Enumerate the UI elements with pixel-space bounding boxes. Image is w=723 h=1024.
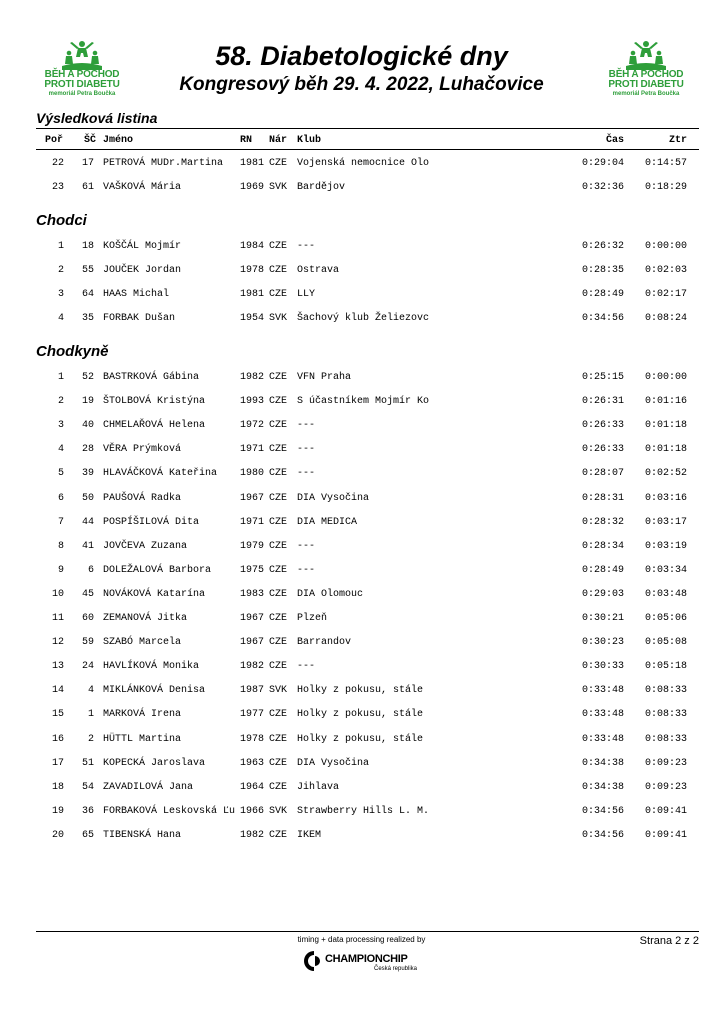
- cell-rn: 1978: [240, 734, 265, 745]
- cell-cas: 0:28:49: [581, 289, 624, 300]
- cell-klub: DIA Vysočina: [297, 758, 370, 769]
- col-sc: ŠČ: [84, 135, 97, 146]
- cell-name: HAVLÍKOVÁ Monika: [103, 661, 200, 672]
- cell-rn: 1982: [240, 661, 265, 672]
- cell-klub: Šachový klub Želiezovc: [297, 313, 430, 324]
- table-row: [0, 443, 723, 457]
- cell-nar: CZE: [269, 517, 288, 528]
- cell-por: 10: [51, 589, 64, 600]
- cell-name: PETROVÁ MUDr.Martina: [103, 158, 224, 169]
- cell-ztr: 0:08:24: [644, 313, 687, 324]
- col-name: Jméno: [103, 135, 134, 146]
- brand-subtitle: Česká republika: [374, 966, 418, 972]
- cell-name: VAŠKOVÁ Mária: [103, 182, 182, 193]
- cell-por: 16: [51, 734, 64, 745]
- page-number: Strana 2 z 2: [639, 935, 699, 947]
- cell-klub: Plzeň: [297, 613, 328, 624]
- cell-cas: 0:25:15: [581, 372, 624, 383]
- cell-rn: 1969: [240, 182, 265, 193]
- cell-por: 19: [51, 806, 64, 817]
- cell-klub: S účastníkem Mojmír Ko: [297, 396, 430, 407]
- cell-klub: ---: [297, 420, 316, 431]
- cell-ztr: 0:09:23: [644, 758, 687, 769]
- cell-nar: CZE: [269, 265, 288, 276]
- cell-sc: 24: [81, 661, 94, 672]
- cell-ztr: 0:09:41: [644, 806, 687, 817]
- championchip-logo: [304, 950, 424, 976]
- cell-nar: SVK: [269, 182, 288, 193]
- cell-rn: 1972: [240, 420, 265, 431]
- cell-ztr: 0:09:23: [644, 782, 687, 793]
- cell-ztr: 0:02:17: [644, 289, 687, 300]
- table-row: [0, 371, 723, 385]
- cell-rn: 1979: [240, 541, 265, 552]
- cell-nar: CZE: [269, 289, 288, 300]
- cell-klub: Holky z pokusu, stále: [297, 709, 424, 720]
- cell-cas: 0:28:34: [581, 541, 624, 552]
- cell-ztr: 0:05:18: [644, 661, 687, 672]
- table-row: [0, 240, 723, 254]
- cell-ztr: 0:18:29: [644, 182, 687, 193]
- cell-ztr: 0:08:33: [644, 685, 687, 696]
- cell-rn: 1971: [240, 444, 265, 455]
- footer-divider: [36, 931, 699, 932]
- table-row: [0, 467, 723, 481]
- cell-name: VĚRA Prýmková: [103, 444, 182, 455]
- cell-sc: 59: [81, 637, 94, 648]
- cell-sc: 6: [87, 565, 94, 576]
- cell-nar: CZE: [269, 158, 288, 169]
- table-row: [0, 733, 723, 747]
- cell-cas: 0:32:36: [581, 182, 624, 193]
- cell-klub: Holky z pokusu, stále: [297, 685, 424, 696]
- cell-name: DOLEŽALOVÁ Barbora: [103, 565, 212, 576]
- cell-por: 7: [57, 517, 64, 528]
- logo-line1: BĚH A POCHOD: [608, 69, 684, 80]
- header-top-divider: [36, 128, 699, 129]
- cell-name: ZEMANOVÁ Jitka: [103, 613, 188, 624]
- cell-name: FORBAKOVÁ Leskovská Ľu: [103, 806, 236, 817]
- cell-nar: CZE: [269, 758, 288, 769]
- cell-klub: ---: [297, 241, 316, 252]
- cell-sc: 52: [81, 372, 94, 383]
- cell-ztr: 0:00:00: [644, 372, 687, 383]
- cell-ztr: 0:01:16: [644, 396, 687, 407]
- cell-ztr: 0:08:33: [644, 709, 687, 720]
- logo-line1: BĚH A POCHOD: [44, 69, 120, 80]
- cell-name: SZABÓ Marcela: [103, 637, 182, 648]
- table-row: [0, 781, 723, 795]
- cell-nar: SVK: [269, 313, 288, 324]
- table-row: [0, 684, 723, 698]
- cell-cas: 0:34:56: [581, 313, 624, 324]
- cell-ztr: 0:09:41: [644, 830, 687, 841]
- cell-sc: 61: [81, 182, 94, 193]
- cell-cas: 0:33:48: [581, 685, 624, 696]
- cell-por: 15: [51, 709, 64, 720]
- cell-sc: 19: [81, 396, 94, 407]
- table-row: [0, 516, 723, 530]
- cell-klub: DIA Olomouc: [297, 589, 364, 600]
- cell-name: TIBENSKÁ Hana: [103, 830, 182, 841]
- cell-ztr: 0:01:18: [644, 420, 687, 431]
- cell-nar: CZE: [269, 493, 288, 504]
- header-bottom-divider: [36, 149, 699, 150]
- logo-line2: PROTI DIABETU: [44, 79, 120, 90]
- cell-rn: 1964: [240, 782, 265, 793]
- col-nar: Nár: [269, 135, 288, 146]
- cell-por: 13: [51, 661, 64, 672]
- cell-klub: ---: [297, 468, 316, 479]
- cell-sc: 36: [81, 806, 94, 817]
- table-row: [0, 829, 723, 843]
- cell-por: 6: [57, 493, 64, 504]
- cell-sc: 4: [87, 685, 94, 696]
- table-row: [0, 395, 723, 409]
- col-klub: Klub: [297, 135, 322, 146]
- cell-name: KOPECKÁ Jaroslava: [103, 758, 206, 769]
- cell-por: 1: [57, 372, 64, 383]
- cell-klub: ---: [297, 661, 316, 672]
- cell-cas: 0:26:33: [581, 444, 624, 455]
- cell-cas: 0:28:35: [581, 265, 624, 276]
- cell-cas: 0:28:31: [581, 493, 624, 504]
- cell-ztr: 0:01:18: [644, 444, 687, 455]
- cell-por: 3: [57, 289, 64, 300]
- cell-klub: Strawberry Hills L. M.: [297, 806, 430, 817]
- cell-rn: 1963: [240, 758, 265, 769]
- cell-sc: 2: [87, 734, 94, 745]
- cell-nar: CZE: [269, 637, 288, 648]
- table-row: [0, 805, 723, 819]
- table-row: [0, 288, 723, 302]
- cell-cas: 0:30:33: [581, 661, 624, 672]
- cell-por: 12: [51, 637, 64, 648]
- table-row: [0, 636, 723, 650]
- cell-klub: Jihlava: [297, 782, 340, 793]
- cell-name: NOVÁKOVÁ Katarína: [103, 589, 206, 600]
- table-row: [0, 492, 723, 506]
- table-row: [0, 588, 723, 602]
- table-row: [0, 564, 723, 578]
- cell-nar: CZE: [269, 709, 288, 720]
- cell-ztr: 0:03:34: [644, 565, 687, 576]
- cell-klub: DIA Vysočina: [297, 493, 370, 504]
- cell-nar: CZE: [269, 420, 288, 431]
- cell-por: 2: [57, 396, 64, 407]
- cell-por: 23: [51, 182, 64, 193]
- cell-rn: 1954: [240, 313, 265, 324]
- cell-name: POSPÍŠILOVÁ Dita: [103, 517, 200, 528]
- cell-nar: CZE: [269, 830, 288, 841]
- cell-name: HLAVÁČKOVÁ Kateřina: [103, 468, 218, 479]
- cell-sc: 60: [81, 613, 94, 624]
- table-row: [0, 419, 723, 433]
- cell-nar: CZE: [269, 565, 288, 576]
- cell-name: FORBAK Dušan: [103, 313, 176, 324]
- cell-ztr: 0:02:03: [644, 265, 687, 276]
- cell-sc: 44: [81, 517, 94, 528]
- cell-ztr: 0:03:16: [644, 493, 687, 504]
- cell-rn: 1982: [240, 830, 265, 841]
- table-row: [0, 540, 723, 554]
- cell-sc: 45: [81, 589, 94, 600]
- cell-rn: 1980: [240, 468, 265, 479]
- cell-ztr: 0:05:06: [644, 613, 687, 624]
- cell-rn: 1967: [240, 637, 265, 648]
- cell-klub: ---: [297, 444, 316, 455]
- col-cas: Čas: [605, 135, 624, 146]
- cell-name: MIKLÁNKOVÁ Denisa: [103, 685, 206, 696]
- col-rn: RN: [240, 135, 253, 146]
- cell-ztr: 0:00:00: [644, 241, 687, 252]
- logo-line3: memoriál Petra Boučka: [612, 91, 680, 97]
- cell-nar: SVK: [269, 685, 288, 696]
- cell-name: BASTRKOVÁ Gábina: [103, 372, 200, 383]
- cell-nar: CZE: [269, 782, 288, 793]
- cell-rn: 1993: [240, 396, 265, 407]
- cell-cas: 0:30:21: [581, 613, 624, 624]
- cell-ztr: 0:03:48: [644, 589, 687, 600]
- cell-nar: CZE: [269, 589, 288, 600]
- section-title: Chodci: [36, 212, 87, 229]
- footer-timing-text: timing + data processing realized by: [297, 935, 426, 944]
- cell-klub: Barrandov: [297, 637, 352, 648]
- cell-cas: 0:33:48: [581, 734, 624, 745]
- cell-cas: 0:33:48: [581, 709, 624, 720]
- cell-por: 20: [51, 830, 64, 841]
- cell-ztr: 0:03:17: [644, 517, 687, 528]
- cell-ztr: 0:08:33: [644, 734, 687, 745]
- cell-ztr: 0:03:19: [644, 541, 687, 552]
- logo-line2: PROTI DIABETU: [608, 79, 684, 90]
- cell-name: ZAVADILOVÁ Jana: [103, 782, 194, 793]
- cell-sc: 51: [81, 758, 94, 769]
- cell-rn: 1987: [240, 685, 265, 696]
- cell-por: 2: [57, 265, 64, 276]
- cell-por: 8: [57, 541, 64, 552]
- cell-nar: CZE: [269, 734, 288, 745]
- table-row: [0, 157, 723, 171]
- cell-nar: CZE: [269, 541, 288, 552]
- cell-por: 5: [57, 468, 64, 479]
- cell-sc: 39: [81, 468, 94, 479]
- cell-rn: 1981: [240, 158, 265, 169]
- table-row: [0, 708, 723, 722]
- section-title: Chodkyně: [36, 343, 109, 360]
- cell-name: MARKOVÁ Irena: [103, 709, 182, 720]
- cell-cas: 0:29:03: [581, 589, 624, 600]
- column-header-row: [0, 134, 723, 148]
- cell-cas: 0:34:56: [581, 806, 624, 817]
- cell-cas: 0:26:32: [581, 241, 624, 252]
- cell-cas: 0:34:56: [581, 830, 624, 841]
- cell-nar: CZE: [269, 396, 288, 407]
- cell-cas: 0:28:32: [581, 517, 624, 528]
- cell-rn: 1977: [240, 709, 265, 720]
- cell-nar: CZE: [269, 468, 288, 479]
- cell-rn: 1982: [240, 372, 265, 383]
- logo-line3: memoriál Petra Boučka: [48, 91, 116, 97]
- table-row: [0, 757, 723, 771]
- cell-sc: 1: [87, 709, 94, 720]
- table-row: [0, 181, 723, 195]
- cell-klub: ---: [297, 541, 316, 552]
- cell-nar: CZE: [269, 613, 288, 624]
- table-row: [0, 660, 723, 674]
- cell-sc: 50: [81, 493, 94, 504]
- cell-sc: 18: [81, 241, 94, 252]
- championchip-logo-icon: [304, 950, 324, 972]
- cell-name: JOVČEVA Zuzana: [103, 541, 188, 552]
- cell-name: PAUŠOVÁ Radka: [103, 493, 182, 504]
- cell-name: CHMELAŘOVÁ Helena: [103, 420, 206, 431]
- cell-cas: 0:28:07: [581, 468, 624, 479]
- cell-name: JOUČEK Jordan: [103, 265, 182, 276]
- page-subtitle: Kongresový běh 29. 4. 2022, Luhačovice: [179, 74, 544, 95]
- cell-cas: 0:26:33: [581, 420, 624, 431]
- cell-nar: CZE: [269, 661, 288, 672]
- cell-klub: ---: [297, 565, 316, 576]
- cell-cas: 0:34:38: [581, 758, 624, 769]
- cell-sc: 55: [81, 265, 94, 276]
- cell-sc: 54: [81, 782, 94, 793]
- cell-cas: 0:28:49: [581, 565, 624, 576]
- cell-por: 3: [57, 420, 64, 431]
- table-row: [0, 612, 723, 626]
- cell-ztr: 0:14:57: [644, 158, 687, 169]
- cell-nar: SVK: [269, 806, 288, 817]
- cell-rn: 1971: [240, 517, 265, 528]
- cell-sc: 40: [81, 420, 94, 431]
- cell-klub: Holky z pokusu, stále: [297, 734, 424, 745]
- cell-cas: 0:34:38: [581, 782, 624, 793]
- cell-nar: CZE: [269, 372, 288, 383]
- cell-cas: 0:29:04: [581, 158, 624, 169]
- cell-rn: 1978: [240, 265, 265, 276]
- cell-rn: 1967: [240, 613, 265, 624]
- cell-klub: LLY: [297, 289, 316, 300]
- cell-cas: 0:30:23: [581, 637, 624, 648]
- cell-sc: 41: [81, 541, 94, 552]
- brand-name: CHAMPIONCHIP: [325, 953, 408, 965]
- cell-rn: 1984: [240, 241, 265, 252]
- cell-rn: 1967: [240, 493, 265, 504]
- list-heading: Výsledková listina: [36, 110, 158, 126]
- cell-rn: 1975: [240, 565, 265, 576]
- cell-rn: 1983: [240, 589, 265, 600]
- table-row: [0, 312, 723, 326]
- cell-cas: 0:26:31: [581, 396, 624, 407]
- page-title: 58. Diabetologické dny: [215, 41, 508, 71]
- cell-sc: 35: [81, 313, 94, 324]
- cell-sc: 17: [81, 158, 94, 169]
- col-ztr: Ztr: [668, 135, 687, 146]
- cell-name: KOŠČÁL Mojmír: [103, 241, 182, 252]
- cell-klub: IKEM: [297, 830, 322, 841]
- cell-name: HÜTTL Martina: [103, 734, 182, 745]
- cell-klub: Vojenská nemocnice Olo: [297, 158, 430, 169]
- cell-por: 17: [51, 758, 64, 769]
- cell-rn: 1981: [240, 289, 265, 300]
- cell-por: 22: [51, 158, 64, 169]
- cell-por: 1: [57, 241, 64, 252]
- cell-klub: Ostrava: [297, 265, 340, 276]
- cell-sc: 65: [81, 830, 94, 841]
- cell-ztr: 0:05:08: [644, 637, 687, 648]
- cell-name: HAAS Michal: [103, 289, 170, 300]
- cell-klub: Bardějov: [297, 182, 346, 193]
- cell-por: 18: [51, 782, 64, 793]
- cell-por: 14: [51, 685, 64, 696]
- cell-nar: CZE: [269, 444, 288, 455]
- cell-nar: CZE: [269, 241, 288, 252]
- cell-por: 9: [57, 565, 64, 576]
- cell-rn: 1966: [240, 806, 265, 817]
- table-row: [0, 264, 723, 278]
- cell-sc: 64: [81, 289, 94, 300]
- col-por: Poř: [44, 135, 63, 146]
- cell-sc: 28: [81, 444, 94, 455]
- cell-por: 11: [51, 613, 64, 624]
- cell-name: ŠTOLBOVÁ Kristýna: [103, 396, 206, 407]
- cell-ztr: 0:02:52: [644, 468, 687, 479]
- cell-por: 4: [57, 444, 64, 455]
- cell-klub: DIA MEDICA: [297, 517, 358, 528]
- cell-por: 4: [57, 313, 64, 324]
- cell-klub: VFN Praha: [297, 372, 352, 383]
